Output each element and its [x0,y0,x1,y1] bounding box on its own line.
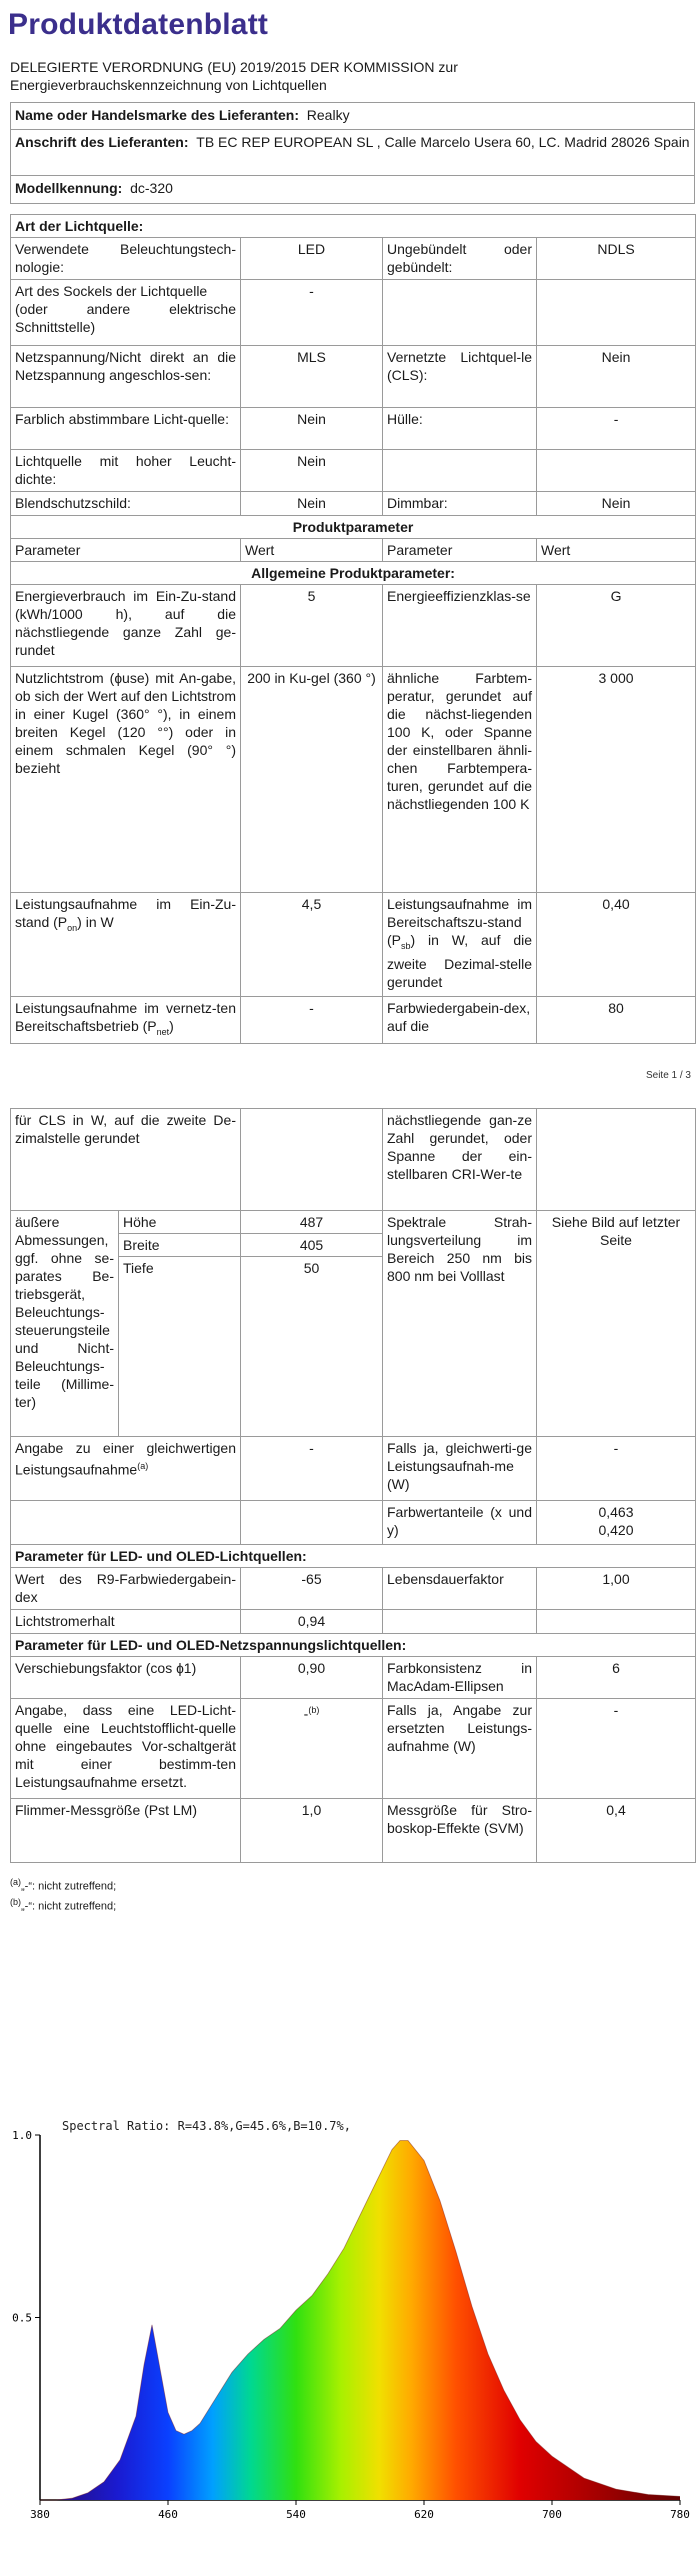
cell-fluorescent-label: Angabe, dass eine LED-Licht-quelle eine Leuchtstofflicht-quelle ohne eingebautes Vor-schaltgerät mit einer bestimm-ten Leistungsaufnahme ersetzt. [11,1699,241,1799]
y-tick-label: 1.0 [12,2129,32,2142]
cell-energy-value: 5 [241,585,383,667]
product-parameters-title: Produktparameter [11,516,696,539]
spectrum-area [40,2141,680,2501]
cell-cri-value: 80 [537,997,696,1044]
cell-tunable-label: Farblich abstimmbare Licht-quelle: [11,408,241,450]
x-tick-label: 460 [158,2508,178,2521]
datasheet-page-2 [0,1108,699,1928]
cell-cri-label: Farbwiedergabein-dex, auf die [383,997,537,1044]
cell-empty [383,450,537,492]
cell-empty [241,1501,383,1545]
cell-lumen-maintenance-label: Lichtstromerhalt [11,1610,241,1634]
cell-displacement-value: 0,90 [241,1657,383,1699]
cell-empty [537,450,696,492]
cell-flicker-value: 1,0 [241,1799,383,1863]
cell-standby-value: 0,40 [537,893,696,997]
cell-network-standby-label-cont: für CLS in W, auf die zweite De-zimalstelle gerundet [11,1109,241,1211]
x-tick-label: 540 [286,2508,306,2521]
header-parameter: Parameter [11,539,241,562]
cell-depth-label: Tiefe [119,1257,241,1437]
cell-cap-label-line2: (oder andere elektrische Schnittstelle) [15,301,236,335]
cell-width-label: Breite [119,1234,241,1257]
cell-chromaticity-value [537,1501,696,1545]
header-value: Wert [537,539,696,562]
y-tick-label: 0.5 [12,2311,32,2325]
cell-efficiency-class-value: G [537,585,696,667]
datasheet-page-1 [0,0,699,1080]
cell-luminance-label: Lichtquelle mit hoher Leucht-dichte: [11,450,241,492]
cell-height-label: Höhe [119,1211,241,1234]
supplier-name-row [10,102,695,130]
cell-antiglare-value: Nein [241,492,383,516]
cell-empty [537,1109,696,1211]
cell-on-power-value: 4,5 [241,893,383,997]
x-tick-label: 780 [670,2508,690,2521]
cell-network-standby-value: - [241,997,383,1044]
model-label: Modellkennung: [15,180,123,196]
supplier-name-label: Name oder Handelsmarke des Lieferanten: [15,107,299,123]
led-section-title: Parameter für LED- und OLED-Lichtquellen: [11,1545,696,1568]
cell-dimmable-label: Dimmbar: [383,492,537,516]
chart-title: Spectral Ratio: R=43.8%,G=45.6%,B=10.7%, [62,2119,351,2133]
cell-technology-label: Verwendete Beleuchtungstech-nologie: [11,238,241,280]
cell-standby-label: Leistungsaufnahme im Bereitschaftszu-stand $(P_{sb})$ in W, auf die zweite Dezimal-stelle gerundet [383,893,537,997]
cell-cct-label: ähnliche Farbtem-peratur, gerundet auf die nächst-liegenden 100 K, oder Spanne der einstellbaren ähnli-chen Farbtempera-turen, gerundet auf die nächstliegenden 100 K [383,667,537,893]
cell-cls-label: Vernetzte Lichtquel-le (CLS): [383,346,537,408]
cell-equivalent-value: - [241,1437,383,1501]
regulation-subtitle: DELEGIERTE VERORDNUNG (EU) 2019/2015 DER KOMMISSION zur Energieverbrauchskennzeichnung von Lichtquellen [10,59,458,93]
cell-empty [537,280,696,346]
cell-flicker-label: Flimmer-Messgröße (Pst LM) [11,1799,241,1863]
supplier-address-value: TB EC REP EUROPEAN SL , Calle Marcelo Usera 60, LC. Madrid 28026 Spain [196,134,690,150]
supplier-name-value: Realky [306,107,350,123]
cell-lumen-maintenance-value: 0,94 [241,1610,383,1634]
cell-antiglare-label: Blendschutzschild: [11,492,241,516]
cell-depth-value: 50 [241,1257,383,1437]
type-section-title: Art der Lichtquelle: [11,215,696,238]
cell-empty [383,280,537,346]
cell-flux-value: 200 in Ku-gel (360 °) [241,667,383,893]
cell-cri-label-cont: nächstliegende gan-ze Zahl gerundet, oder Spanne der ein-stellbaren CRI-Wer-te [383,1109,537,1211]
cell-r9-label: Wert des R9-Farbwiedergabein-dex [11,1568,241,1610]
cell-height-value: 487 [241,1211,383,1234]
footnote-b: $^{(b)}$„-“: nicht zutreffend; [10,1897,117,1913]
cell-spectral-label: Spektrale Strah-lungsverteilung im Bereich 250 nm bis 800 nm bei Volllast [383,1211,537,1437]
cell-empty [241,1109,383,1211]
cell-empty [383,1610,537,1634]
cell-flux-label: Nutzlichtstrom (ɸuse) mit An-gabe, ob sich der Wert auf den Lichtstrom in einer Kugel (360° °), in einem breiten Kegel (120 °°) oder in einem schmalen Kegel (90° °) bezieht [11,667,241,893]
spectral-chart [0,2100,699,2540]
cell-colour-consistency-label: Farbkonsistenz in MacAdam-Ellipsen [383,1657,537,1699]
cell-stroboscopic-label: Messgröße für Stro-boskop-Effekte (SVM) [383,1799,537,1863]
footnote-a: $^{(a)}$„-“: nicht zutreffend; [10,1877,117,1893]
model-row [10,176,695,204]
page-number: Seite 1 / 3 [645,1070,691,1081]
cell-spectral-value: Siehe Bild auf letzter Seite [537,1211,696,1437]
cell-dimmable-value: Nein [537,492,696,516]
header-parameter: Parameter [383,539,537,562]
cell-tunable-value: Nein [241,408,383,450]
cell-colour-consistency-value: 6 [537,1657,696,1699]
cell-fluorescent-value: -$^{(b)}$ [241,1699,383,1799]
cell-envelope-label: Hülle: [383,408,537,450]
cell-cls-value: Nein [537,346,696,408]
cell-equivalent-label: Angabe zu einer gleichwertigen Leistungsaufnahme$^{(a)}$ [11,1437,241,1501]
cell-envelope-value: - [537,408,696,450]
cell-technology-value: LED [241,238,383,280]
cell-width-value: 405 [241,1234,383,1257]
cell-cap-label-line1: Art des Sockels der Lichtquelle [15,283,208,299]
cell-mains-value: MLS [241,346,383,408]
x-tick-label: 620 [414,2508,434,2521]
supplier-address-label: Anschrift des Lieferanten: [15,134,189,150]
cell-dimensions-label: äußere Abmessungen, ggf. ohne se-parates Be-triebsgerät, Beleuchtungs-steuerungsteile und Nicht-Beleuchtungs-teile (Millime-ter) [11,1211,119,1437]
cell-r9-value: -65 [241,1568,383,1610]
cell-network-standby-label: Leistungsaufnahme im vernetz-ten Bereitschaftsbetrieb $(P_{net})$ [11,997,241,1044]
x-tick-label: 380 [30,2508,50,2521]
header-value: Wert [241,539,383,562]
cell-cap-label [11,280,241,346]
cell-mains-label: Netzspannung/Nicht direkt an die Netzspannung angeschlos-sen: [11,346,241,408]
x-tick-label: 700 [542,2508,562,2521]
chromaticity-y: 0,420 [598,1522,634,1538]
cell-replaced-power-value: - [537,1699,696,1799]
cell-cap-value: - [241,280,383,346]
cell-cct-value: 3 000 [537,667,696,893]
page-title: Produktdatenblatt [8,8,269,41]
parameters-table-continued [10,1108,696,1863]
cell-empty [537,1610,696,1634]
cell-survival-value: 1,00 [537,1568,696,1610]
cell-energy-label: Energieverbrauch im Ein-Zu-stand (kWh/1000 h), auf die nächstliegende ganze Zahl ge-rundet [11,585,241,667]
cell-chromaticity-label: Farbwertanteile (x und y) [383,1501,537,1545]
cell-displacement-label: Verschiebungsfaktor (cos ɸ1) [11,1657,241,1699]
mains-section-title: Parameter für LED- und OLED-Netzspannungslichtquellen: [11,1634,696,1657]
cell-survival-label: Lebensdauerfaktor [383,1568,537,1610]
cell-empty [11,1501,241,1545]
chromaticity-x: 0,463 [598,1504,634,1520]
cell-efficiency-class-label: Energieeffizienzklas-se [383,585,537,667]
cell-directional-value: NDLS [537,238,696,280]
supplier-address-row [10,130,695,176]
cell-luminance-value: Nein [241,450,383,492]
cell-equivalent-power-value: - [537,1437,696,1501]
general-parameters-title: Allgemeine Produktparameter: [11,562,696,585]
cell-stroboscopic-value: 0,4 [537,1799,696,1863]
cell-on-power-label: Leistungsaufnahme im Ein-Zu-stand $(P_{on})$ in W [11,893,241,997]
cell-replaced-power-label: Falls ja, Angabe zur ersetzten Leistungs-aufnahme (W) [383,1699,537,1799]
cell-equivalent-power-label: Falls ja, gleichwerti-ge Leistungsaufnah-me (W) [383,1437,537,1501]
spectral-distribution-section [0,2100,699,2540]
light-source-type-table [10,214,696,1044]
cell-directional-label: Ungebündelt oder gebündelt: [383,238,537,280]
model-value: dc-320 [130,180,173,196]
